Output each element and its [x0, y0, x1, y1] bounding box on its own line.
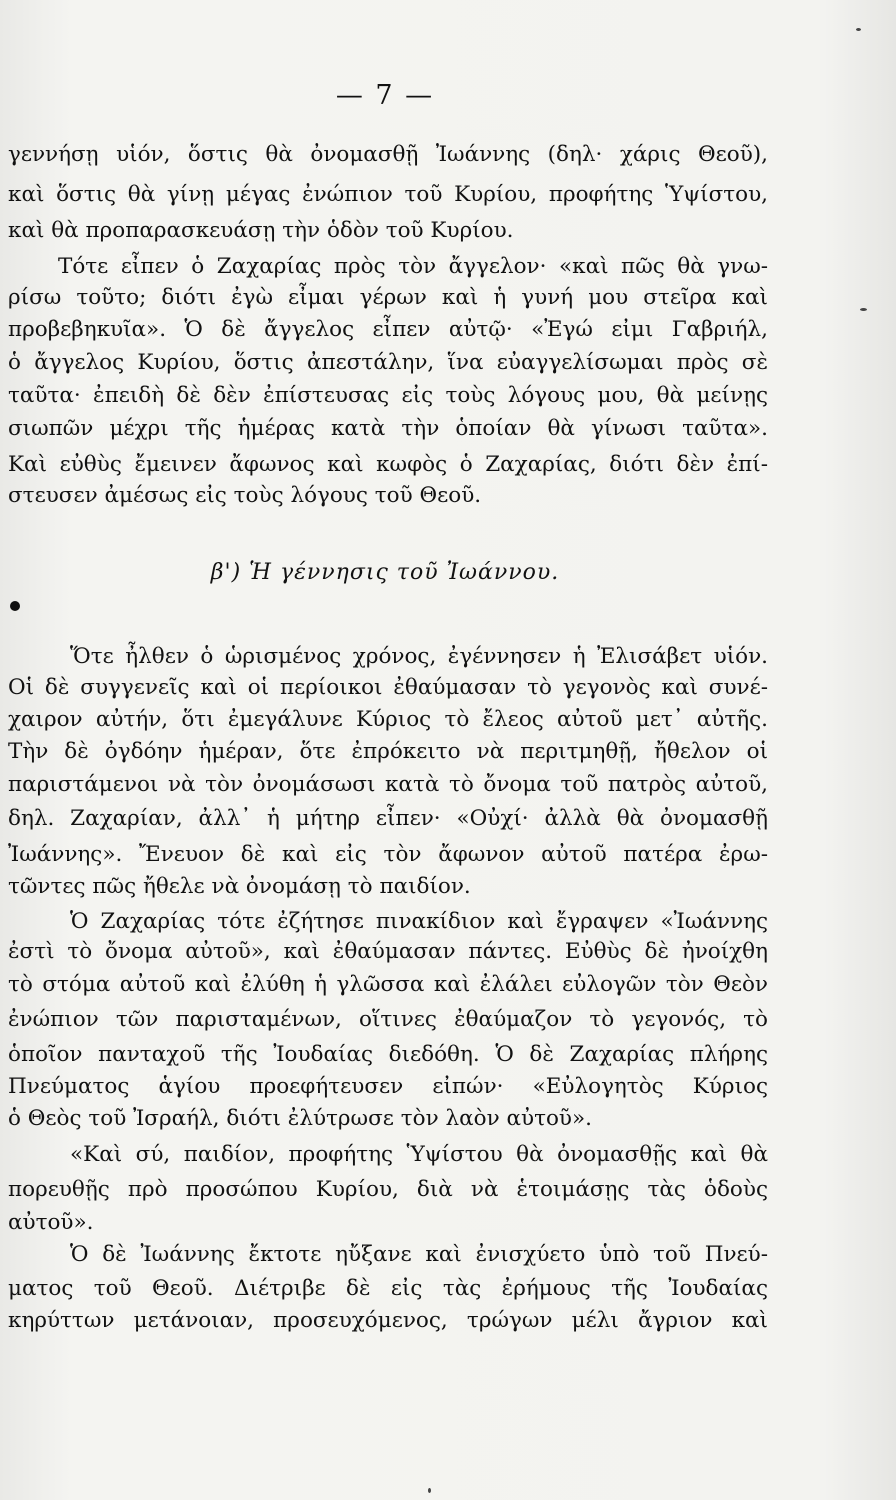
text-line: ταῦτα· ἐπειδὴ δὲ δὲν ἐπίστευσας εἰς τοὺς λόγους μου, θὰ μείνῃς — [8, 383, 768, 408]
text-line: ὁ Θεὸς τοῦ Ἰσραήλ, διότι ἐλύτρωσε τὸν λαὸν αὐτοῦ». — [8, 1106, 592, 1131]
text-line: ὁ ἄγγελος Κυρίου, ὅστις ἀπεστάλην, ἵνα εὐαγγελίσωμαι πρὸς σὲ — [8, 350, 768, 375]
text-line: ἐστὶ τὸ ὄνομα αὐτοῦ», καὶ ἐθαύμασαν πάντες. Εὐθὺς δὲ ἠνοίχθη — [8, 939, 768, 964]
text-line: ρίσω τοῦτο; διότι ἐγὼ εἶμαι γέρων καὶ ἡ γυνή μου στεῖρα καὶ — [8, 285, 768, 310]
text-line: χαιρον αὐτήν, ὅτι ἐμεγάλυνε Κύριος τὸ ἔλεος αὐτοῦ μετ᾿ αὐτῆς. — [8, 707, 768, 732]
text-line: προβεβηκυῖα». Ὁ δὲ ἄγγελος εἶπεν αὐτῷ· «Ἐγώ εἰμι Γαβριήλ, — [8, 317, 768, 342]
text-line: Ἰωάννης». Ἔνευον δὲ καὶ εἰς τὸν ἄφωνον αὐτοῦ πατέρα ἐρω- — [8, 842, 768, 867]
text-line: ὁποῖον πανταχοῦ τῆς Ἰουδαίας διεδόθη. Ὁ δὲ Ζαχαρίας πλήρης — [8, 1042, 768, 1067]
scan-speck — [856, 28, 861, 31]
text-line: ἐνώπιον τῶν παρισταμένων, οἵτινες ἐθαύμαζον τὸ γεγονός, τὸ — [8, 1007, 768, 1032]
bullet-mark — [10, 601, 20, 611]
text-line: κηρύττων μετάνοιαν, προσευχόμενος, τρώγων μέλι ἄγριον καὶ — [8, 1308, 768, 1333]
text-line: Καὶ εὐθὺς ἔμεινεν ἄφωνος καὶ κωφὸς ὁ Ζαχαρίας, διότι δὲν ἐπί- — [8, 452, 768, 477]
text-line: τὸ στόμα αὐτοῦ καὶ ἐλύθη ἡ γλῶσσα καὶ ἐλάλει εὐλογῶν τὸν Θεὸν — [8, 972, 768, 997]
text-line: καὶ ὅστις θὰ γίνῃ μέγας ἐνώπιον τοῦ Κυρίου, προφήτης Ὑψίστου, — [8, 182, 768, 207]
text-line: γεννήσῃ υἱόν, ὅστις θὰ ὀνομασθῇ Ἰωάννης (δηλ· χάρις Θεοῦ), — [8, 142, 768, 167]
text-line: Ὁ δὲ Ἰωάννης ἔκτοτε ηὔξανε καὶ ἐνισχύετο ὑπὸ τοῦ Πνεύ- — [70, 1242, 768, 1267]
text-line: Ὅτε ἦλθεν ὁ ὡρισμένος χρόνος, ἐγέννησεν ἡ Ἐλισάβετ υἱόν. — [70, 644, 768, 669]
text-line: δηλ. Ζαχαρίαν, ἀλλ᾿ ἡ μήτηρ εἶπεν· «Οὐχί· ἀλλὰ θὰ ὀνομασθῇ — [8, 806, 768, 831]
text-line: τῶντες πῶς ἤθελε νὰ ὀνομάσῃ τὸ παιδίον. — [8, 874, 471, 899]
text-line: αὐτοῦ». — [8, 1210, 94, 1235]
text-line: Οἱ δὲ συγγενεῖς καὶ οἱ περίοικοι ἐθαύμασαν τὸ γεγονὸς καὶ συνέ- — [8, 675, 768, 700]
text-line: Τότε εἶπεν ὁ Ζαχαρίας πρὸς τὸν ἄγγελον· «καὶ πῶς θὰ γνω- — [58, 254, 768, 279]
section-heading: β') Ἡ γέννησις τοῦ Ἰωάννου. — [210, 560, 560, 585]
scan-speck — [860, 308, 867, 311]
scan-speck — [428, 1488, 431, 1493]
text-line: παριστάμενοι νὰ τὸν ὀνομάσωσι κατὰ τὸ ὄνομα τοῦ πατρὸς αὐτοῦ, — [8, 772, 768, 797]
text-line: Ὁ Ζαχαρίας τότε ἐζήτησε πινακίδιον καὶ ἔγραψεν «Ἰωάννης — [70, 909, 768, 934]
text-line: «Καὶ σύ, παιδίον, προφήτης Ὑψίστου θὰ ὀνομασθῇς καὶ θὰ — [70, 1142, 768, 1167]
page-number: — 7 — — [335, 80, 435, 111]
text-line: σιωπῶν μέχρι τῆς ἡμέρας κατὰ τὴν ὁποίαν θὰ γίνωσι ταῦτα». — [8, 416, 768, 441]
text-line: καὶ θὰ προπαρασκευάσῃ τὴν ὁδὸν τοῦ Κυρίου. — [8, 218, 514, 243]
text-line: πορευθῇς πρὸ προσώπου Κυρίου, διὰ νὰ ἑτοιμάσῃς τὰς ὁδοὺς — [8, 1177, 768, 1202]
text-line: Τὴν δὲ ὀγδόην ἡμέραν, ὅτε ἐπρόκειτο νὰ περιτμηθῇ, ἤθελον οἱ — [8, 739, 768, 764]
text-line: στευσεν ἀμέσως εἰς τοὺς λόγους τοῦ Θεοῦ. — [8, 483, 482, 508]
text-line: ματος τοῦ Θεοῦ. Διέτριβε δὲ εἰς τὰς ἐρήμους τῆς Ἰουδαίας — [8, 1276, 768, 1301]
text-line: Πνεύματος ἁγίου προεφήτευσεν εἰπών· «Εὐλογητὸς Κύριος — [8, 1074, 768, 1099]
